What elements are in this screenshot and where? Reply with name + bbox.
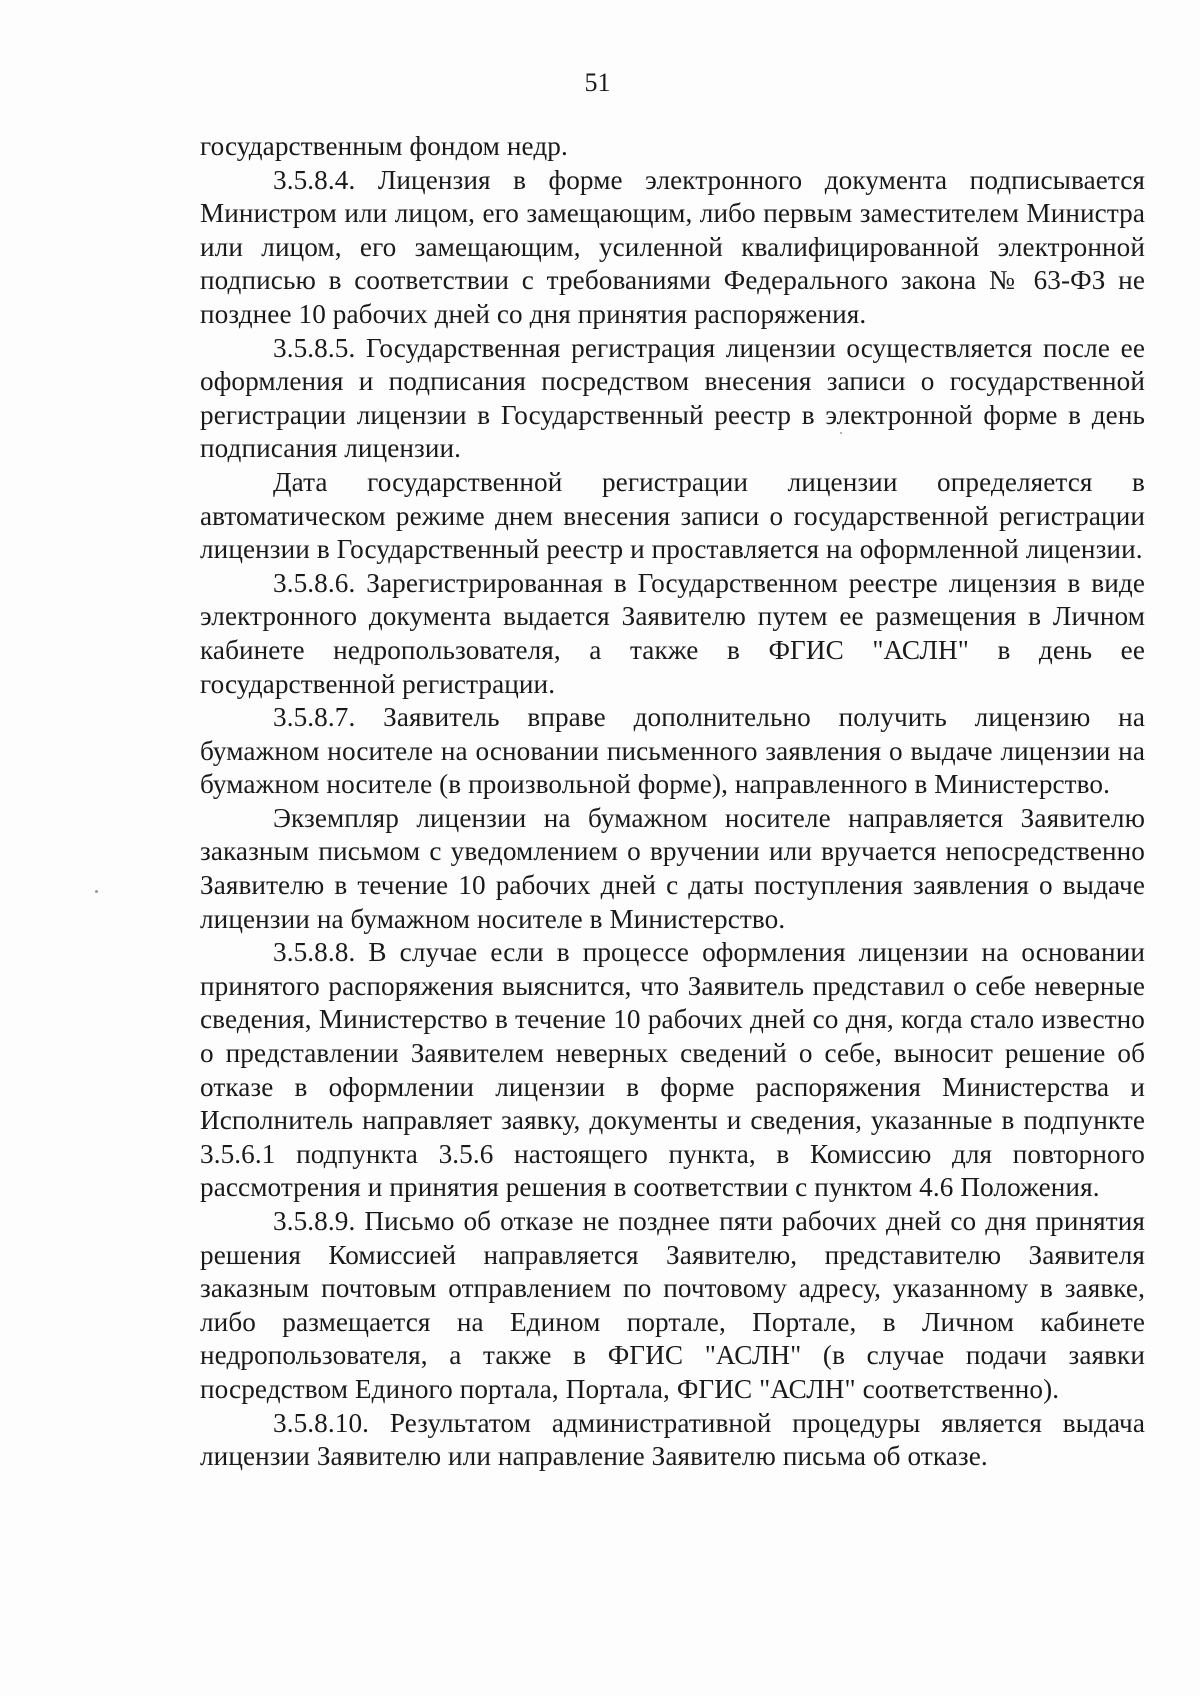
paragraph-paper-copy: Экземпляр лицензии на бумажном носителе направляется Заявителю заказным письмом с уведомлением о вручении или вручается непосредственно Заявителю в течение 10 рабочих дней с даты поступления заявления о выдаче лицензии на бумажном носителе в Министерство. (200, 802, 1145, 934)
scan-speck (840, 432, 842, 434)
paragraph-3-5-8-6: 3.5.8.6. Зарегистрированная в Государственном реестре лицензия в виде электронного документа выдается Заявителю путем ее размещения в Личном кабинете недропользователя, а также в ФГИС "АСЛН" в день ее государственной регистрации. (200, 567, 1145, 699)
paragraph-registration-date: Дата государственной регистрации лицензии определяется в автоматическом режиме днем внесения записи о государственной регистрации лицензии в Государственный реестр и проставляется на оформленной лицензии. (200, 466, 1145, 565)
paragraph-3-5-8-9: 3.5.8.9. Письмо об отказе не позднее пяти рабочих дней со дня принятия решения Комиссией направляется Заявителю, представителю Заявителя заказным почтовым отправлением по почтовому адресу, указанному в заявке, либо размещается на Едином портале, Портале, в Личном кабинете недропользователя, а также в ФГИС "АСЛН" (в случае подачи заявки посредством Единого портала, Портала, ФГИС "АСЛН" соответственно). (200, 1206, 1145, 1404)
paragraph-continuation: государственным фондом недр. (200, 131, 568, 161)
scan-speck (95, 890, 98, 893)
paragraph-3-5-8-4: 3.5.8.4. Лицензия в форме электронного документа подписывается Министром или лицом, его замещающим, либо первым заместителем Министра или лицом, его замещающим, усиленной квалифицированной электронной подписью в соответствии с требованиями Федерального закона № 63-ФЗ не позднее 10 рабочих дней со дня принятия распоряжения. (200, 164, 1145, 329)
document-body (200, 130, 1145, 1474)
paragraph-3-5-8-5: 3.5.8.5. Государственная регистрация лицензии осуществляется после ее оформления и подписания посредством внесения записи о государственной регистрации лицензии в Государственный реестр в электронной форме в день подписания лицензии. (200, 332, 1145, 464)
paragraph-3-5-8-7: 3.5.8.7. Заявитель вправе дополнительно получить лицензию на бумажном носителе на основании письменного заявления о выдаче лицензии на бумажном носителе (в произвольной форме), направленного в Министерство. (200, 702, 1145, 800)
page-number: 51 (584, 68, 611, 97)
paragraph-3-5-8-8: 3.5.8.8. В случае если в процессе оформления лицензии на основании принятого распоряжения выяснится, что Заявитель представил о себе неверные сведения, Министерство в течение 10 рабочих дней со дня, когда стало известно о представлении Заявителем неверных сведений о себе, выносит решение об отказе в оформлении лицензии в форме распоряжения Министерства и Исполнитель направляет заявку, документы и сведения, указанные в подпункте 3.5.6.1 подпункта 3.5.6 настоящего пункта, в Комиссию для повторного рассмотрения и принятия решения в соответствии с пунктом 4.6 Положения. (200, 937, 1145, 1203)
paragraph-3-5-8-10: 3.5.8.10. Результатом административной процедуры является выдача лицензии Заявителю или направление Заявителю письма об отказе. (200, 1407, 1145, 1472)
